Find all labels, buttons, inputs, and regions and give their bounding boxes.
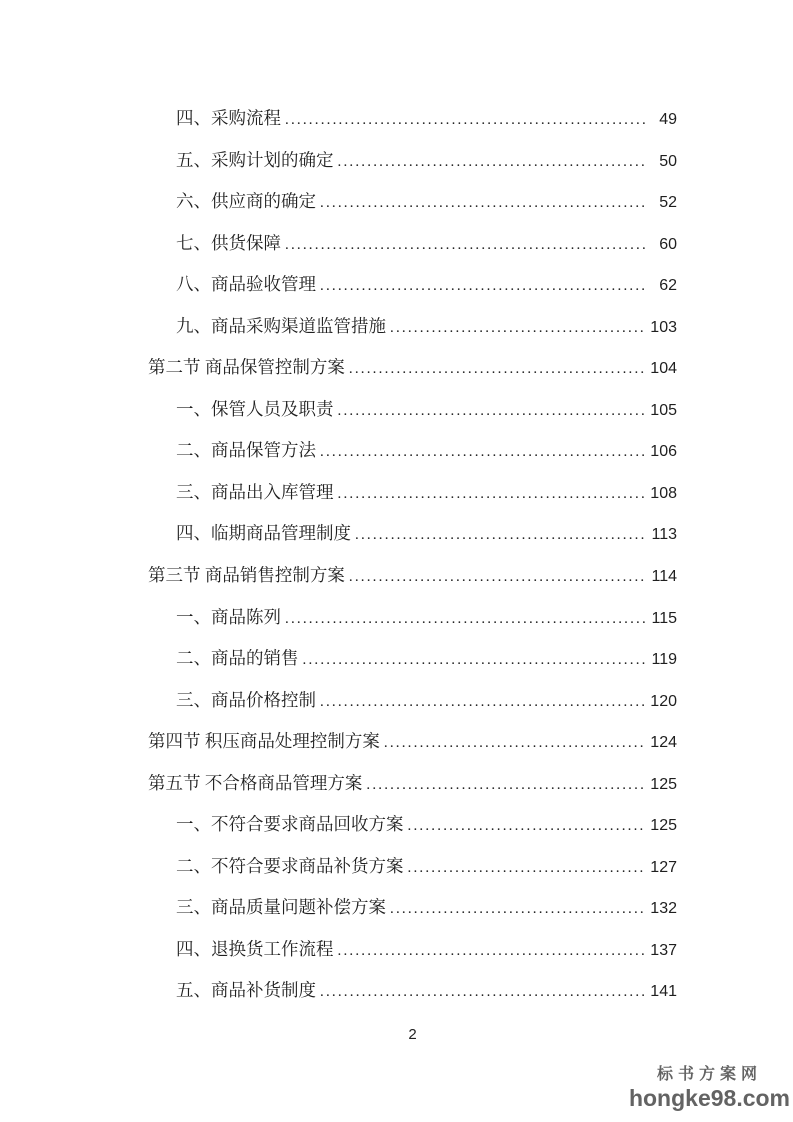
toc-entry[interactable] <box>148 347 677 389</box>
toc-entry[interactable] <box>148 472 677 514</box>
toc-entry-title: 四、采购流程 <box>176 108 281 128</box>
toc-entry-title: 二、商品保管方法 <box>176 440 316 461</box>
toc-entry-title: 三、商品出入库管理 <box>176 481 334 502</box>
toc-entry-title: 一、保管人员及职责 <box>176 398 334 419</box>
toc-entry[interactable] <box>148 555 677 597</box>
toc-entry-page: 104 <box>650 360 677 378</box>
toc-entry-title: 第五节 不合格商品管理方案 <box>148 772 363 793</box>
toc-leader-dots <box>390 889 646 931</box>
toc-entry-title: 八、商品验收管理 <box>176 274 316 295</box>
toc-leader-dots <box>285 225 646 267</box>
toc-entry[interactable] <box>148 513 677 555</box>
toc-entry-title: 五、商品补货制度 <box>176 980 316 1001</box>
site-watermark <box>629 1061 790 1112</box>
toc-leader-dots <box>390 308 646 350</box>
toc-entry-title: 第三节 商品销售控制方案 <box>148 565 345 586</box>
toc-entry-page: 119 <box>651 651 677 669</box>
toc-entry[interactable] <box>148 98 677 140</box>
toc-entry-page: 52 <box>659 194 677 212</box>
toc-entry-title: 二、不符合要求商品补货方案 <box>176 855 404 876</box>
toc-entry-title: 第四节 积压商品处理控制方案 <box>148 731 380 752</box>
table-of-contents <box>148 98 677 1012</box>
toc-entry-page: 120 <box>650 692 677 710</box>
toc-entry[interactable] <box>148 929 677 971</box>
toc-leader-dots <box>349 557 646 599</box>
toc-entry-page: 114 <box>651 568 677 586</box>
toc-entry-title: 四、退换货工作流程 <box>176 938 334 959</box>
toc-entry[interactable] <box>148 887 677 929</box>
toc-leader-dots <box>408 848 647 890</box>
toc-entry-page: 60 <box>659 235 677 253</box>
toc-entry[interactable] <box>148 140 677 182</box>
toc-entry[interactable] <box>148 389 677 431</box>
toc-leader-dots <box>408 806 647 848</box>
toc-entry-page: 125 <box>650 817 677 835</box>
toc-leader-dots <box>349 349 646 391</box>
toc-entry-page: 105 <box>650 401 677 419</box>
toc-entry-page: 127 <box>650 858 677 876</box>
toc-entry-page: 132 <box>650 900 677 918</box>
toc-entry-title: 五、采购计划的确定 <box>176 149 334 170</box>
toc-entry-page: 50 <box>659 152 677 170</box>
toc-entry-title: 二、商品的销售 <box>176 648 299 669</box>
toc-leader-dots <box>320 432 646 474</box>
toc-entry-title: 七、供货保障 <box>176 232 281 253</box>
toc-entry-title: 一、不符合要求商品回收方案 <box>176 814 404 835</box>
toc-entry-page: 103 <box>650 318 677 336</box>
toc-entry-page: 113 <box>651 526 677 544</box>
toc-entry[interactable] <box>148 970 677 1012</box>
toc-leader-dots <box>384 723 646 765</box>
toc-leader-dots <box>338 931 647 973</box>
toc-entry-title: 三、商品质量问题补偿方案 <box>176 897 386 918</box>
toc-entry[interactable] <box>148 763 677 805</box>
toc-entry-page: 124 <box>650 734 677 752</box>
toc-entry-page: 106 <box>650 443 677 461</box>
toc-leader-dots <box>320 183 646 225</box>
toc-entry[interactable] <box>148 223 677 265</box>
watermark-site-name: 标书方案网 <box>656 1066 762 1083</box>
toc-leader-dots <box>320 972 646 1014</box>
toc-entry-page: 108 <box>650 484 677 502</box>
toc-leader-dots <box>285 599 646 641</box>
page-footer <box>148 1026 677 1043</box>
toc-entry[interactable] <box>148 430 677 472</box>
toc-entry-title: 四、临期商品管理制度 <box>176 523 351 544</box>
toc-leader-dots <box>355 515 646 557</box>
toc-leader-dots <box>320 682 646 724</box>
toc-entry[interactable] <box>148 638 677 680</box>
toc-entry-title: 三、商品价格控制 <box>176 689 316 710</box>
toc-leader-dots <box>320 266 646 308</box>
toc-entry-page: 125 <box>650 775 677 793</box>
toc-entry-page: 141 <box>650 983 677 1001</box>
toc-leader-dots <box>366 765 646 807</box>
toc-entry[interactable] <box>148 721 677 763</box>
toc-leader-dots <box>338 391 647 433</box>
toc-leader-dots <box>338 474 647 516</box>
toc-entry[interactable] <box>148 846 677 888</box>
watermark-site-url: hongke98.com <box>628 1085 790 1111</box>
page-number: 2 <box>408 1026 417 1043</box>
toc-entry-title: 六、供应商的确定 <box>176 191 316 212</box>
toc-entry[interactable] <box>148 181 677 223</box>
toc-entry[interactable] <box>148 804 677 846</box>
toc-entry[interactable] <box>148 306 677 348</box>
toc-leader-dots <box>285 100 646 142</box>
toc-entry-title: 九、商品采购渠道监管措施 <box>176 315 386 336</box>
toc-entry-page: 115 <box>651 609 677 627</box>
toc-entry[interactable] <box>148 680 677 722</box>
toc-entry-page: 49 <box>659 111 677 128</box>
toc-entry-page: 62 <box>659 277 677 295</box>
toc-entry[interactable] <box>148 264 677 306</box>
toc-leader-dots <box>338 142 647 184</box>
toc-entry-page: 137 <box>650 941 677 959</box>
toc-entry-title: 第二节 商品保管控制方案 <box>148 357 345 378</box>
toc-leader-dots <box>303 640 647 682</box>
toc-entry[interactable] <box>148 597 677 639</box>
toc-entry-title: 一、商品陈列 <box>176 606 281 627</box>
